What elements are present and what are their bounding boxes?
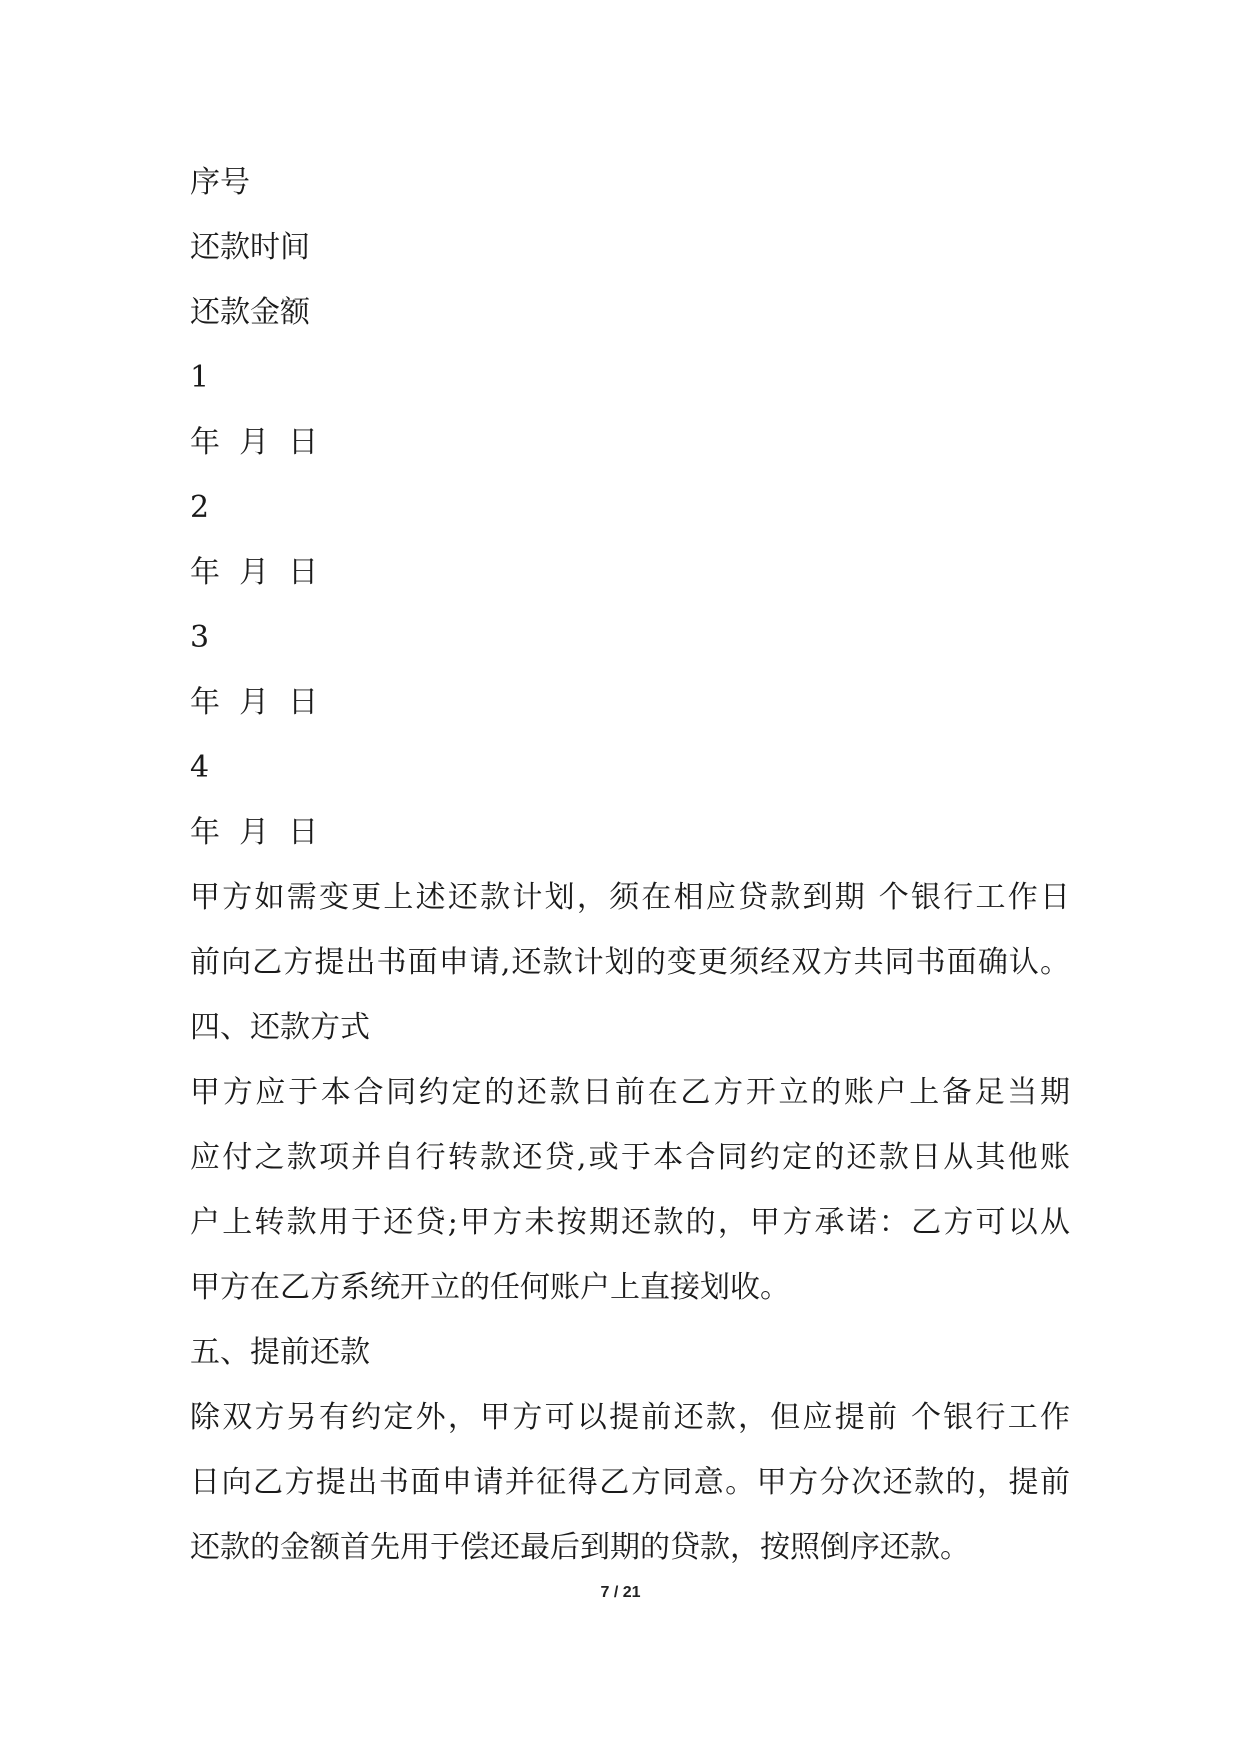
paragraph-line: 应付之款项并自行转款还贷,或于本合同约定的还款日从其他账 (190, 1140, 1070, 1175)
table-header-repay-amount: 还款金额 (190, 295, 310, 330)
table-header-repay-date: 还款时间 (190, 230, 310, 265)
paragraph-line: 户上转款用于还贷;甲方未按期还款的，甲方承诺：乙方可以从 (190, 1205, 1070, 1240)
section-heading-repayment-method: 四、还款方式 (190, 1010, 370, 1045)
paragraph-line: 还款的金额首先用于偿还最后到期的贷款，按照倒序还款。 (190, 1530, 970, 1565)
row-date-3: 年 月 日 (190, 685, 319, 720)
row-date-2: 年 月 日 (190, 555, 319, 590)
table-header-index: 序号 (190, 165, 250, 200)
row-index-2: 2 (190, 490, 210, 525)
page-number: 7 / 21 (600, 1584, 641, 1601)
row-index-3: 3 (190, 620, 210, 655)
paragraph-line: 甲方应于本合同约定的还款日前在乙方开立的账户上备足当期 (190, 1075, 1070, 1110)
paragraph-line: 前向乙方提出书面申请,还款计划的变更须经双方共同书面确认。 (190, 945, 1070, 980)
row-index-1: 1 (190, 360, 210, 395)
paragraph-line: 甲方在乙方系统开立的任何账户上直接划收。 (190, 1270, 790, 1305)
paragraph-line: 除双方另有约定外，甲方可以提前还款，但应提前 个银行工作 (190, 1400, 1070, 1435)
paragraph-line: 甲方如需变更上述还款计划，须在相应贷款到期 个银行工作日 (190, 880, 1070, 915)
row-date-4: 年 月 日 (190, 815, 319, 850)
row-index-4: 4 (190, 750, 210, 785)
row-date-1: 年 月 日 (190, 425, 319, 460)
section-heading-early-repayment: 五、提前还款 (190, 1335, 370, 1370)
paragraph-line: 日向乙方提出书面申请并征得乙方同意。甲方分次还款的，提前 (190, 1465, 1070, 1500)
